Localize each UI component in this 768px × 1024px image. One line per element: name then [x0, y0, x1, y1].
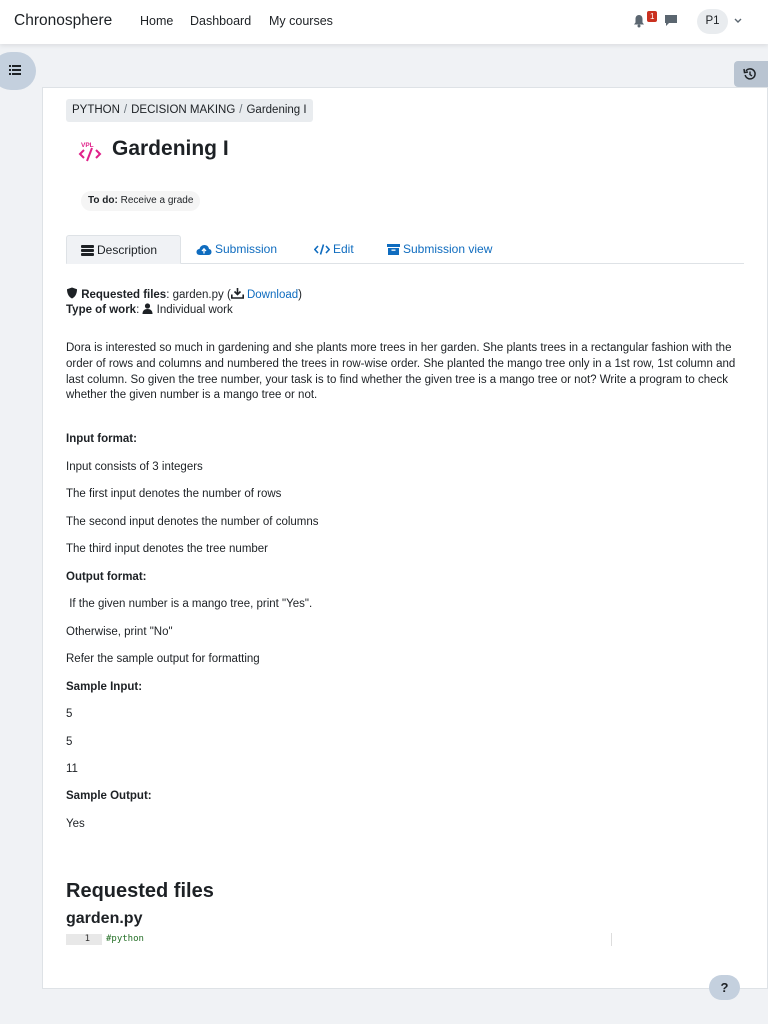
code-icon — [314, 244, 330, 255]
content-line: Refer the sample output for formatting — [66, 653, 260, 665]
tab-description-label: Description — [97, 243, 158, 257]
bell-icon[interactable] — [633, 14, 645, 28]
download-link[interactable]: Download — [246, 289, 299, 301]
vpl-activity-icon — [78, 139, 102, 163]
nav-dashboard[interactable]: Dashboard — [190, 14, 252, 28]
requested-files-label: Requested files — [81, 289, 167, 301]
content-line: Otherwise, print "No" — [66, 626, 173, 638]
download-icon — [231, 288, 244, 299]
nav-my-courses[interactable]: My courses — [269, 14, 333, 28]
cloud-upload-icon — [196, 244, 212, 255]
requested-files-row: Requested files: garden.py ( Download) — [66, 287, 302, 301]
sample-input-value: 5 — [66, 708, 73, 720]
sample-input-heading: Sample Input: — [66, 681, 143, 693]
breadcrumb — [66, 99, 313, 122]
content-line: The first input denotes the number of rows — [66, 488, 282, 500]
input-format-heading: Input format: — [66, 433, 137, 445]
description-icon — [81, 245, 94, 256]
content-line: If the given number is a mango tree, print "Yes". — [66, 598, 313, 610]
breadcrumb-separator: / — [239, 104, 243, 116]
code-print-margin — [611, 933, 612, 946]
content-line: The third input denotes the tree number — [66, 543, 269, 555]
problem-description: Dora is interested so much in gardening and she plants more trees in her garden. She plants trees in a rectangular fashion with the order of rows and columns and numbered the trees in row-wise order. She planted the mango tree only in a 1st row, 1st column and last column. So given the tree number, your task is to find whether the given tree is a mango tree or not? Write a program to check whether the given number is a mango tree or not. — [66, 342, 736, 402]
type-of-work-value: Individual work — [156, 304, 233, 316]
shield-icon — [66, 287, 78, 299]
content-line: Input consists of 3 integers — [66, 461, 203, 473]
breadcrumb-item-decision-making[interactable]: DECISION MAKING — [131, 104, 236, 116]
tab-submission-view-label: Submission view — [403, 242, 493, 256]
file-name-heading: garden.py — [66, 910, 143, 927]
requested-files-value: garden.py — [172, 289, 224, 301]
user-icon — [142, 303, 153, 314]
breadcrumb-item-python[interactable]: PYTHON — [72, 104, 120, 116]
help-button[interactable]: ? — [709, 975, 740, 1000]
code-line-number: 1 — [66, 934, 102, 945]
code-editor-line[interactable]: #python — [106, 934, 144, 944]
sample-input-value: 5 — [66, 736, 73, 748]
notification-badge: 1 — [647, 11, 657, 22]
sample-output-value: Yes — [66, 818, 85, 830]
nav-home[interactable]: Home — [140, 14, 174, 28]
archive-icon — [387, 244, 400, 255]
tab-submission-view[interactable] — [387, 235, 492, 264]
requested-files-heading: Requested files — [66, 880, 214, 902]
content-line: The second input denotes the number of columns — [66, 516, 319, 528]
tab-edit[interactable] — [314, 235, 354, 264]
tab-submission-label: Submission — [215, 242, 278, 256]
tab-submission[interactable] — [196, 235, 277, 264]
breadcrumb-separator: / — [123, 104, 128, 116]
output-format-heading: Output format: — [66, 571, 147, 583]
completion-todo-badge — [81, 191, 200, 211]
todo-value: Receive a grade — [120, 195, 194, 206]
chat-icon[interactable] — [664, 14, 678, 27]
svg-text:VPL: VPL — [81, 142, 94, 149]
main-content-card — [42, 87, 768, 989]
site-brand[interactable]: Chronosphere — [14, 12, 113, 29]
list-icon — [9, 65, 21, 75]
page-title: Gardening I — [112, 137, 229, 160]
type-of-work-label: Type of work — [66, 304, 137, 316]
breadcrumb-item-gardening[interactable]: Gardening I — [246, 104, 307, 116]
tab-description[interactable] — [66, 235, 181, 264]
top-navbar — [0, 0, 768, 44]
chevron-down-icon[interactable] — [734, 18, 742, 24]
history-icon — [743, 67, 757, 81]
sample-input-value: 11 — [66, 763, 78, 775]
sample-output-heading: Sample Output: — [66, 790, 152, 802]
todo-label: To do: — [88, 195, 118, 206]
course-index-toggle[interactable] — [0, 52, 36, 90]
type-of-work-row: Type of work: Individual work — [66, 304, 233, 316]
tab-edit-label: Edit — [333, 242, 354, 256]
user-avatar[interactable]: P1 — [697, 9, 728, 34]
block-drawer-toggle[interactable] — [734, 61, 768, 87]
